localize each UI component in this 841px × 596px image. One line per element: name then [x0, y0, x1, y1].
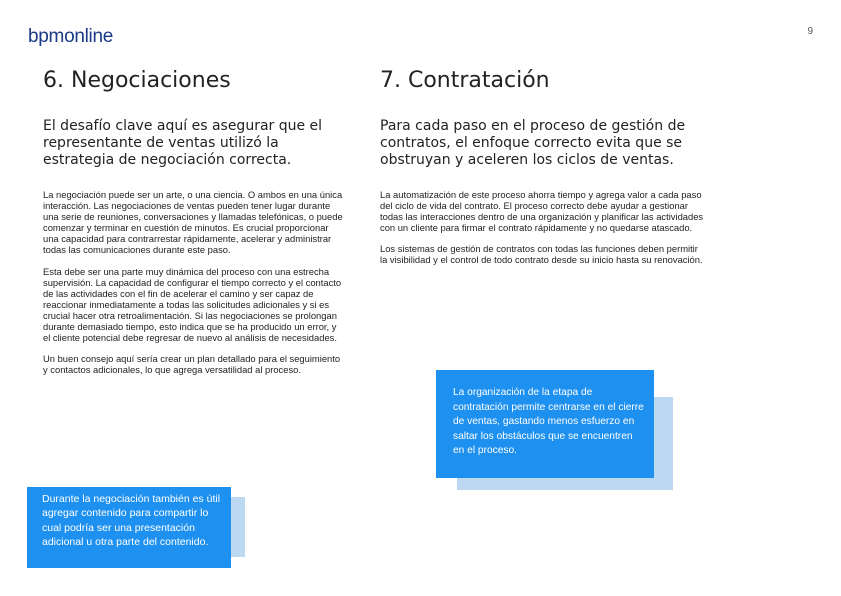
callout-contratacion	[436, 370, 674, 490]
paragraph: Esta debe ser una parte muy dinámica del proceso con una estrecha supervisión. La capacidad de configurar el tiempo correcto y el contacto de las actividades con el fin de acelerar el camino y ser capaz de reaccionar inmediatamente a todas las solicitudes adicionales y si es crucial hacer otra retroalimentación. Si las negociaciones se prolongan durante demasiado tiempo, esto indica que se ha producido un error, y el cliente potencial debe regresar de nuevo al análisis de necesidades.	[43, 265, 342, 344]
paragraph: La negociación puede ser un arte, o una ciencia. O ambos en una única interacción. Las negociaciones de ventas pueden tener lugar durante una serie de reuniones, conversaciones y llamadas telefónicas, o puede comenzar y terminar en cuestión de minutos. Es crucial proporcionar una capacidad para contrarrestar rápidamente, acelerar y administrar todas las comunicaciones durante este paso.	[43, 189, 343, 256]
paragraph: Un buen consejo aquí sería crear un plan detallado para el seguimiento y contactos adicionales, lo que agrega versatilidad al proceso.	[43, 353, 341, 376]
callout-negociaciones	[27, 487, 231, 568]
paragraph: Los sistemas de gestión de contratos con todas las funciones deben permitir la visibilidad y el control de todo contrato desde su inicio hasta su renovación.	[380, 243, 703, 266]
logo-suffix: online	[64, 26, 113, 47]
logo-prefix: bpm	[28, 26, 65, 47]
callout-text: Durante la negociación también es útil agregar contenido para compartir lo cual podría ser una presentación adicional u otra parte del contenido.	[27, 487, 231, 568]
section-title-contratacion: 7. Contratación	[380, 68, 550, 93]
bpmonline-logo	[28, 26, 113, 48]
lead-text-negociaciones: El desafío clave aquí es asegurar que el representante de ventas utilizó la estrategia de negociación correcta.	[43, 118, 323, 168]
paragraph: La automatización de este proceso ahorra tiempo y agrega valor a cada paso del ciclo de vida del contrato. El proceso correcto debe ayudar a gestionar todas las interacciones dentro de una organización y planificar las actividades con un cliente para firmar el contrato rápidamente y no quedarse atascado.	[380, 189, 704, 234]
lead-text-contratacion: Para cada paso en el proceso de gestión de contratos, el enfoque correcto evita que se obstruyan y aceleren los ciclos de ventas.	[380, 118, 686, 168]
section-title-negociaciones: 6. Negociaciones	[43, 68, 231, 93]
section-negociaciones	[43, 66, 345, 385]
callout-text: La organización de la etapa de contratación permite centrarse en el cierre de ventas, gastando menos esfuerzo en saltar los obstáculos que se encuentren en el proceso.	[436, 370, 654, 478]
section-contratacion	[380, 66, 705, 276]
page-number: 9	[807, 26, 813, 37]
